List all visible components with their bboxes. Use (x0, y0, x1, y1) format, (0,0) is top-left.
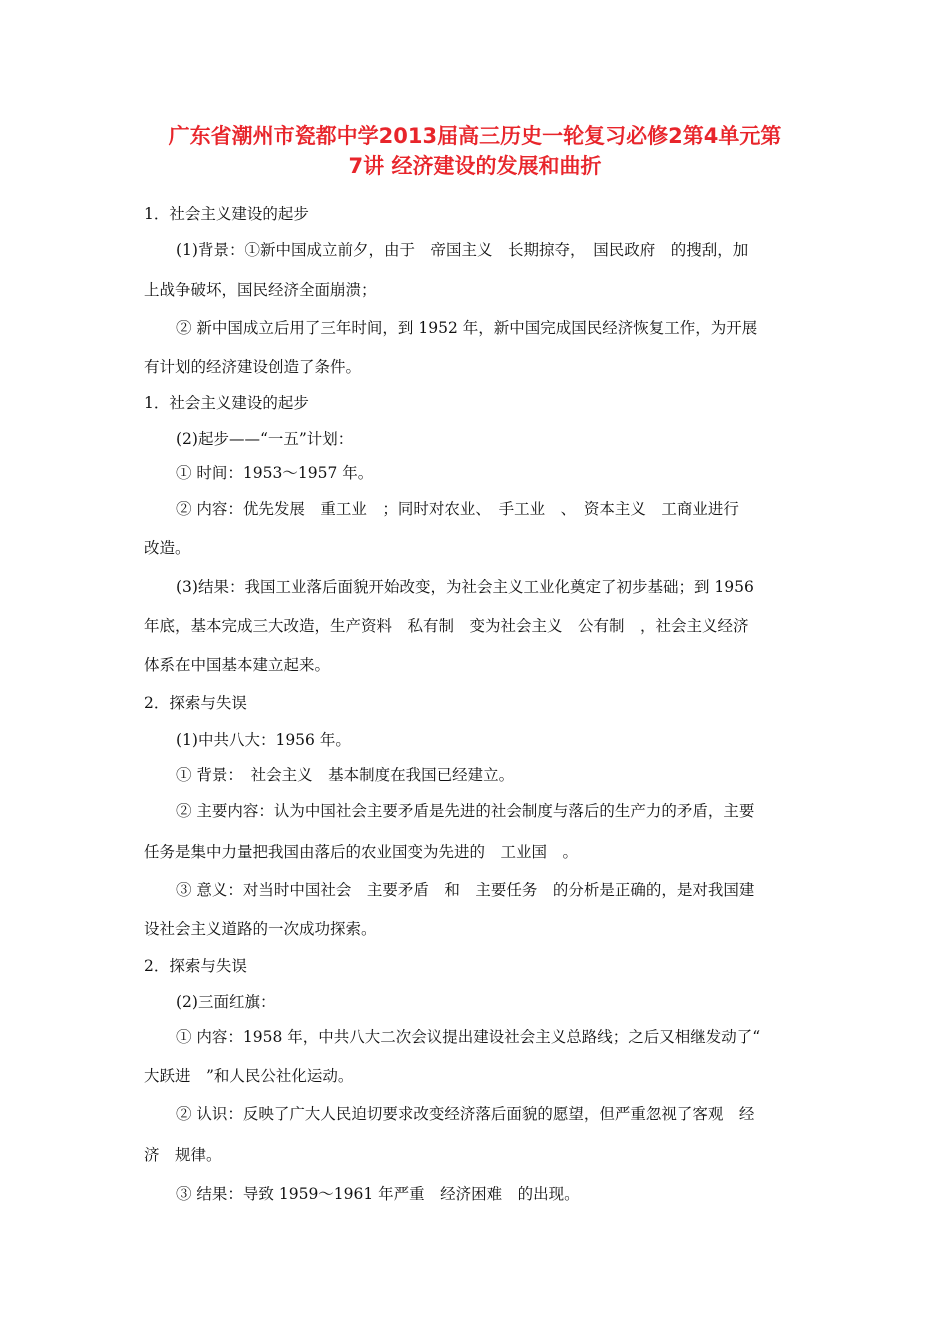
section-heading: 2．探索与失误 (144, 957, 247, 975)
paragraph-line: ② 主要内容：认为中国社会主要矛盾是先进的社会制度与落后的生产力的矛盾，主要 (176, 802, 755, 820)
paragraph-line: ② 内容：优先发展 重工业 ；同时对农业、 手工业 、 资本主义 工商业进行 (176, 500, 739, 518)
paragraph-line: (2)起步——“一五”计划： (176, 430, 354, 448)
paragraph-line: 改造。 (144, 539, 191, 557)
paragraph-line: (1)背景：①新中国成立前夕，由于 帝国主义 长期掠夺， 国民政府 的搜刮，加 (176, 241, 749, 259)
paragraph-line: 任务是集中力量把我国由落后的农业国变为先进的 工业国 。 (144, 843, 579, 861)
title-line-1: 广东省潮州市瓷都中学2013届高三历史一轮复习必修2第4单元第 (168, 124, 782, 148)
section-heading: 1．社会主义建设的起步 (144, 205, 309, 223)
paragraph-line: 有计划的经济建设创造了条件。 (144, 358, 362, 376)
paragraph-line: ③ 意义：对当时中国社会 主要矛盾 和 主要任务 的分析是正确的，是对我国建 (176, 881, 755, 899)
paragraph-line: 上战争破坏，国民经济全面崩溃； (144, 281, 377, 299)
paragraph-line: (3)结果：我国工业落后面貌开始改变，为社会主义工业化奠定了初步基础；到 1956 (176, 578, 754, 596)
paragraph-line: ① 背景： 社会主义 基本制度在我国已经建立。 (176, 766, 515, 784)
paragraph-line: (2)三面红旗： (176, 993, 276, 1011)
paragraph-line: 济 规律。 (144, 1146, 222, 1164)
paragraph-line: ③ 结果：导致 1959～1961 年严重 经济困难 的出现。 (176, 1185, 580, 1203)
paragraph-line: 大跃进 ”和人民公社化运动。 (144, 1067, 354, 1085)
paragraph-line: 体系在中国基本建立起来。 (144, 656, 331, 674)
document-title (120, 121, 830, 181)
section-heading: 2．探索与失误 (144, 694, 247, 712)
paragraph-line: ① 时间：1953～1957 年。 (176, 464, 374, 482)
paragraph-line: ② 新中国成立后用了三年时间，到 1952 年，新中国完成国民经济恢复工作，为开展 (176, 319, 758, 337)
paragraph-line: ② 认识：反映了广大人民迫切要求改变经济落后面貌的愿望，但严重忽视了客观 经 (176, 1105, 755, 1123)
paragraph-line: 设社会主义道路的一次成功探索。 (144, 920, 377, 938)
title-line-2: 7讲 经济建设的发展和曲折 (348, 154, 602, 178)
paragraph-line: ① 内容：1958 年，中共八大二次会议提出建设社会主义总路线；之后又相继发动了“ (176, 1028, 761, 1046)
paragraph-line: (1)中共八大：1956 年。 (176, 731, 351, 749)
paragraph-line: 年底，基本完成三大改造，生产资料 私有制 变为社会主义 公有制 ，社会主义经济 (144, 617, 749, 635)
section-heading: 1．社会主义建设的起步 (144, 394, 309, 412)
